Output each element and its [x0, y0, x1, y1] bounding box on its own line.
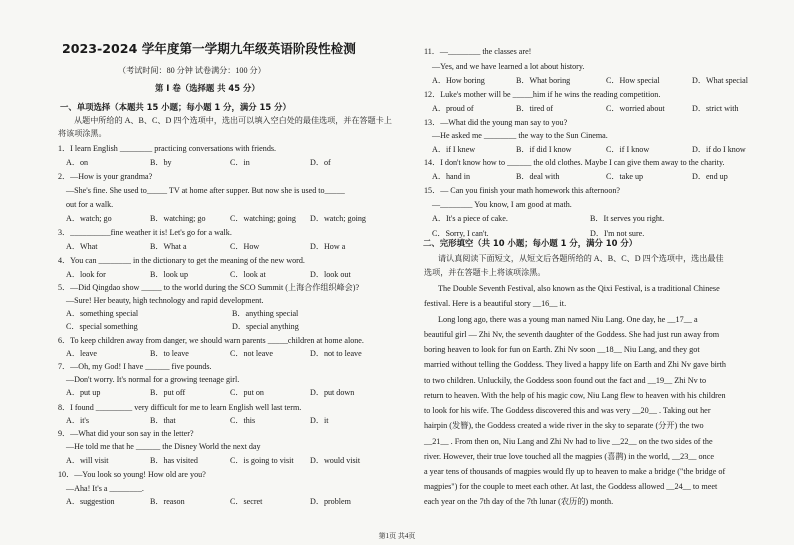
question-stem: 4．You can ________ in the dictionary to get the meaning of the new word.: [58, 256, 305, 265]
section2-instructions: 请认真阅读下面短文，从短文后各题所给的 A、B、C、D 四个选项中，选出最佳: [438, 254, 724, 263]
question-stem: 12．Luke's mother will be _____him if he wins the reading competition.: [424, 90, 661, 99]
option: A．if I knew: [432, 145, 476, 154]
question-stem: 11．—________ the classes are!: [424, 47, 532, 56]
option: C．not leave: [230, 349, 273, 358]
option: D．I'm not sure.: [590, 229, 645, 238]
option: C．How special: [606, 76, 660, 85]
option: C．in: [230, 158, 250, 167]
passage-line: festival. Here is a beautiful story __16__ it.: [424, 299, 567, 308]
option: A．What: [66, 242, 98, 251]
option: B．watching; go: [150, 214, 206, 223]
option: B．if did I know: [516, 145, 572, 154]
question-line: —Sure! Her beauty, high technology and rapid development.: [66, 296, 264, 305]
option: A．How boring: [432, 76, 485, 85]
option: B．reason: [150, 497, 185, 506]
question-line: out for a walk.: [66, 200, 114, 209]
option: A．watch; go: [66, 214, 112, 223]
option: D．How a: [310, 242, 346, 251]
option: C．Sorry, I can't.: [432, 229, 489, 238]
question-line: —He told me that he ______ the Disney World the next day: [66, 442, 261, 451]
page-title: 2023-2024 学年度第一学期九年级英语阶段性检测: [62, 41, 356, 56]
option: B．deal with: [516, 172, 560, 181]
option: A．suggestion: [66, 497, 115, 506]
passage-line: Long long ago, there was a young man named Niu Lang. One day, he __17__ a: [438, 315, 698, 324]
question-stem: 6．To keep children away from danger, we should warn parents _____children at home alone.: [58, 336, 364, 345]
option: C．put on: [230, 388, 264, 397]
passage-line: married without telling the Goddess. They lived a happy life on Earth and Zhi Nv gave birth: [424, 360, 727, 369]
option: D．would visit: [310, 456, 361, 465]
option: B．tired of: [516, 104, 554, 113]
passage-line: The Double Seventh Festival, also known as the Qixi Festival, is a traditional Chinese: [438, 284, 720, 293]
passage-line: magpies") for the couple to meet each other. At last, the Goddess allowed __24__ to meet: [424, 482, 718, 491]
question-stem: 5．—Did Qingdao show _____ to the world during the SCO Summit (上海合作组织峰会)?: [58, 283, 360, 292]
option: A．it's: [66, 416, 90, 425]
question-stem: 13．—What did the young man say to you?: [424, 118, 568, 127]
option: A．leave: [66, 349, 98, 358]
option: A．on: [66, 158, 89, 167]
exam-info: （考试时间：80 分钟 试卷满分：100 分）: [118, 66, 266, 75]
option: D．strict with: [692, 104, 739, 113]
option: A．proud of: [432, 104, 474, 113]
question-line: —She's fine. She used to_____ TV at home after supper. But now she is used to_____: [66, 186, 345, 195]
question-line: —Don't worry. It's normal for a growing teenage girl.: [66, 375, 240, 384]
option: C．this: [230, 416, 256, 425]
option: B．to leave: [150, 349, 189, 358]
option: C．take up: [606, 172, 644, 181]
section1-instructions: 将该项涂黑。: [58, 129, 107, 138]
option: B．look up: [150, 270, 188, 279]
option: A．look for: [66, 270, 106, 279]
option: C．secret: [230, 497, 263, 506]
option: C．look at: [230, 270, 266, 279]
passage-line: boring heaven to look for fun on Earth. Zhi Nv soon __18__ Niu Lang, and they got: [424, 345, 700, 354]
question-stem: 8．I found _________ very difficult for me to learn English well last term.: [58, 403, 302, 412]
option: A．put up: [66, 388, 101, 397]
passage-line: river. However, their true love touched all the magpies (喜鹊) in the world, __23__ once: [424, 452, 715, 461]
option: A．hand in: [432, 172, 470, 181]
section2-heading: 二、完形填空（共 10 小题；每小题 1 分，满分 10 分）: [423, 238, 638, 248]
option: C．if I know: [606, 145, 650, 154]
option: C．special something: [66, 322, 138, 331]
passage-line: to two children. Unluckily, the Goddess soon found out the fact and __19__ Zhi Nv to: [424, 376, 707, 385]
option: B．put off: [150, 388, 186, 397]
option: D．special anything: [232, 322, 299, 331]
option: B．that: [150, 416, 176, 425]
question-stem: 9．—What did your son say in the letter?: [58, 429, 194, 438]
option: C．watching; going: [230, 214, 296, 223]
passage-line: __21__ . From then on, Niu Lang and Zhi Nv had to live __22__ on the two sides of the: [424, 437, 713, 446]
option: B．anything special: [232, 309, 299, 318]
question-stem: 15．— Can you finish your math homework this afternoon?: [424, 186, 621, 195]
volume-heading: 第 I 卷（选择题 共 45 分）: [155, 83, 260, 93]
option: C．worried about: [606, 104, 665, 113]
question-line: —He asked me ________ the way to the Sun Cinema.: [432, 131, 608, 140]
passage-line: hairpin (发簪), the Goddess created a wide river in the sky to separate (分开) the two: [424, 421, 704, 430]
option: C．How: [230, 242, 260, 251]
question-stem: 3．__________fine weather it is! Let's go for a walk.: [58, 228, 232, 237]
question-stem: 10．—You look so young! How old are you?: [58, 470, 206, 479]
option: D．end up: [692, 172, 728, 181]
option: A．something special: [66, 309, 139, 318]
option: D．problem: [310, 497, 351, 506]
option: A．will visit: [66, 456, 109, 465]
option: D．look out: [310, 270, 351, 279]
question-line: —________ You know, I am good at math.: [432, 200, 572, 209]
option: A．It's a piece of cake.: [432, 214, 508, 223]
question-stem: 1．I learn English ________ practicing conversations with friends.: [58, 144, 277, 153]
question-stem: 7．—Oh, my God! I have ______ five pounds.: [58, 362, 212, 371]
passage-line: each year on the 7th day of the 7th lunar (农历的) month.: [424, 497, 614, 506]
question-line: —Yes, and we have learned a lot about history.: [432, 62, 585, 71]
option: D．watch; going: [310, 214, 366, 223]
option: D．if do I know: [692, 145, 746, 154]
option: B．has visited: [150, 456, 198, 465]
section1-instructions: 从题中所给的 A、B、C、D 四个选项中，选出可以填入空白处的最佳选项，并在答题卡上: [74, 116, 392, 125]
option: B．What a: [150, 242, 187, 251]
question-line: —Aha! It's a ________.: [66, 484, 144, 493]
passage-line: return to heaven. With the help of his magic cow, Niu Lang flew to heaven with his children: [424, 391, 726, 400]
option: B．It serves you right.: [590, 214, 665, 223]
question-stem: 14．I don't know how to ______ the old clothes. Maybe I can give them away to the charity.: [424, 158, 725, 167]
passage-line: a year tens of thousands of magpies would fly up to heaven to make a bridge ("the bridge of: [424, 467, 726, 476]
option: C．is going to visit: [230, 456, 294, 465]
section1-heading: 一、单项选择（本题共 15 小题；每小题 1 分，满分 15 分）: [60, 102, 291, 112]
question-stem: 2．—How is your grandma?: [58, 172, 153, 181]
passage-line: beautiful girl — Zhi Nv, the seventh daughter of the Goddess. She had just run away from: [424, 330, 720, 339]
page-footer: 第1页 共4页: [378, 532, 416, 540]
section2-instructions: 选项，并在答题卡上将该项涂黑。: [424, 268, 546, 277]
option: B．What boring: [516, 76, 571, 85]
option: D．it: [310, 416, 329, 425]
option: B．by: [150, 158, 172, 167]
option: D．What special: [692, 76, 748, 85]
option: D．put down: [310, 388, 355, 397]
option: D．of: [310, 158, 331, 167]
passage-line: to look for his wife. The Goddess discovered this and was very __20__ . Taking out her: [424, 406, 711, 415]
option: D．not to leave: [310, 349, 362, 358]
